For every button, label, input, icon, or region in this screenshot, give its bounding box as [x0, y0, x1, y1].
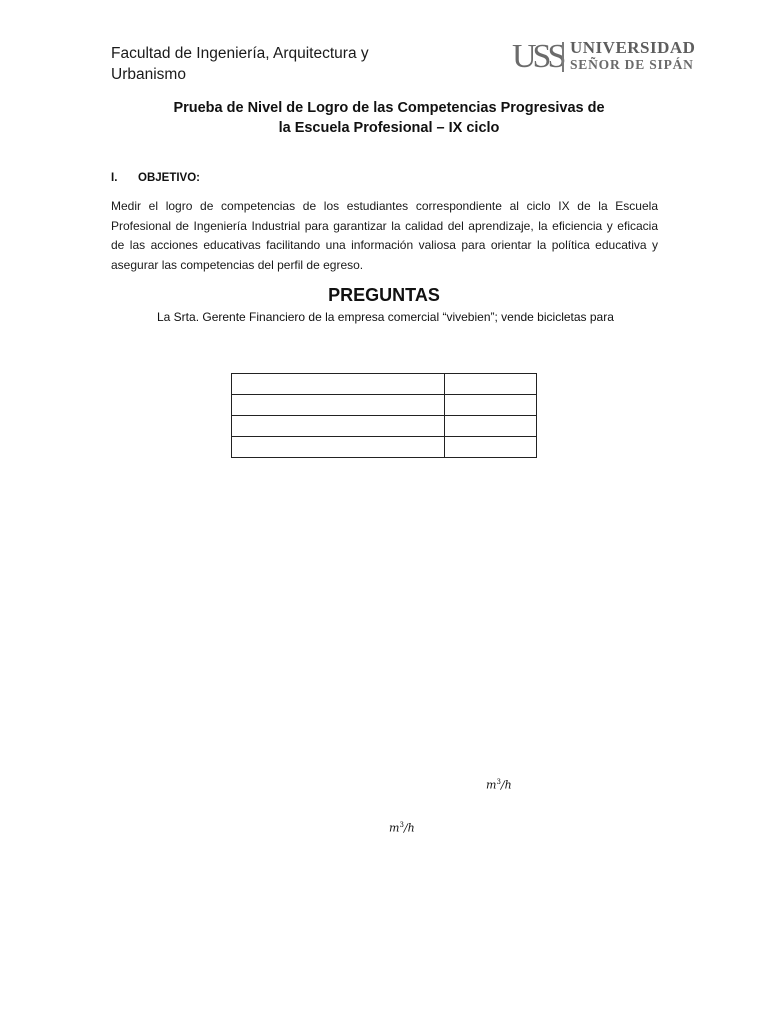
section-number: I. — [111, 172, 118, 184]
table-row — [232, 374, 537, 395]
unit-label — [389, 818, 415, 836]
table-cell — [445, 416, 537, 437]
unit-base: m — [389, 821, 400, 835]
table-row — [232, 437, 537, 458]
unit-exponent: 3 — [496, 778, 501, 786]
unit-base: m — [486, 778, 497, 792]
title-line1: Prueba de Nivel de Logro de las Competencias Progresivas de — [173, 100, 605, 116]
logo-mark: USS — [512, 38, 563, 75]
unit-label — [486, 775, 512, 793]
table-cell — [445, 395, 537, 416]
unit-exponent: 3 — [399, 821, 404, 829]
table-row — [232, 395, 537, 416]
table-cell — [445, 374, 537, 395]
logo-line2: SEÑOR DE SIPÁN — [570, 57, 694, 72]
questions-heading: PREGUNTAS — [328, 285, 440, 305]
table-cell — [232, 416, 445, 437]
document-title — [110, 98, 668, 138]
data-table — [231, 373, 537, 458]
table-cell — [232, 374, 445, 395]
logo-divider — [562, 42, 564, 72]
logo-line1: UNIVERSIDAD — [570, 38, 696, 57]
table-row — [232, 416, 537, 437]
section-title: OBJETIVO: — [138, 172, 200, 184]
faculty-name: Facultad de Ingeniería, Arquitectura y Urbanismo — [111, 45, 369, 83]
university-logo — [512, 38, 702, 78]
unit-tail: /h — [500, 778, 512, 792]
unit-tail: /h — [403, 821, 415, 835]
objective-paragraph: Medir el logro de competencias de los estudiantes correspondiente al ciclo IX de la Escuela Profesional de Ingeniería Industrial para garantizar la calidad del aprendizaje, la eficiencia y eficacia de las acciones educativas facilitando una información valiosa para orientar la política educativa y asegurar las competencias del perfil de egreso. — [111, 199, 658, 272]
table-cell — [232, 395, 445, 416]
table-cell — [232, 437, 445, 458]
title-line2: la Escuela Profesional – IX ciclo — [278, 120, 500, 136]
table-cell — [445, 437, 537, 458]
question-text: La Srta. Gerente Financiero de la empresa comercial “vivebien”; vende bicicletas para — [157, 310, 614, 324]
